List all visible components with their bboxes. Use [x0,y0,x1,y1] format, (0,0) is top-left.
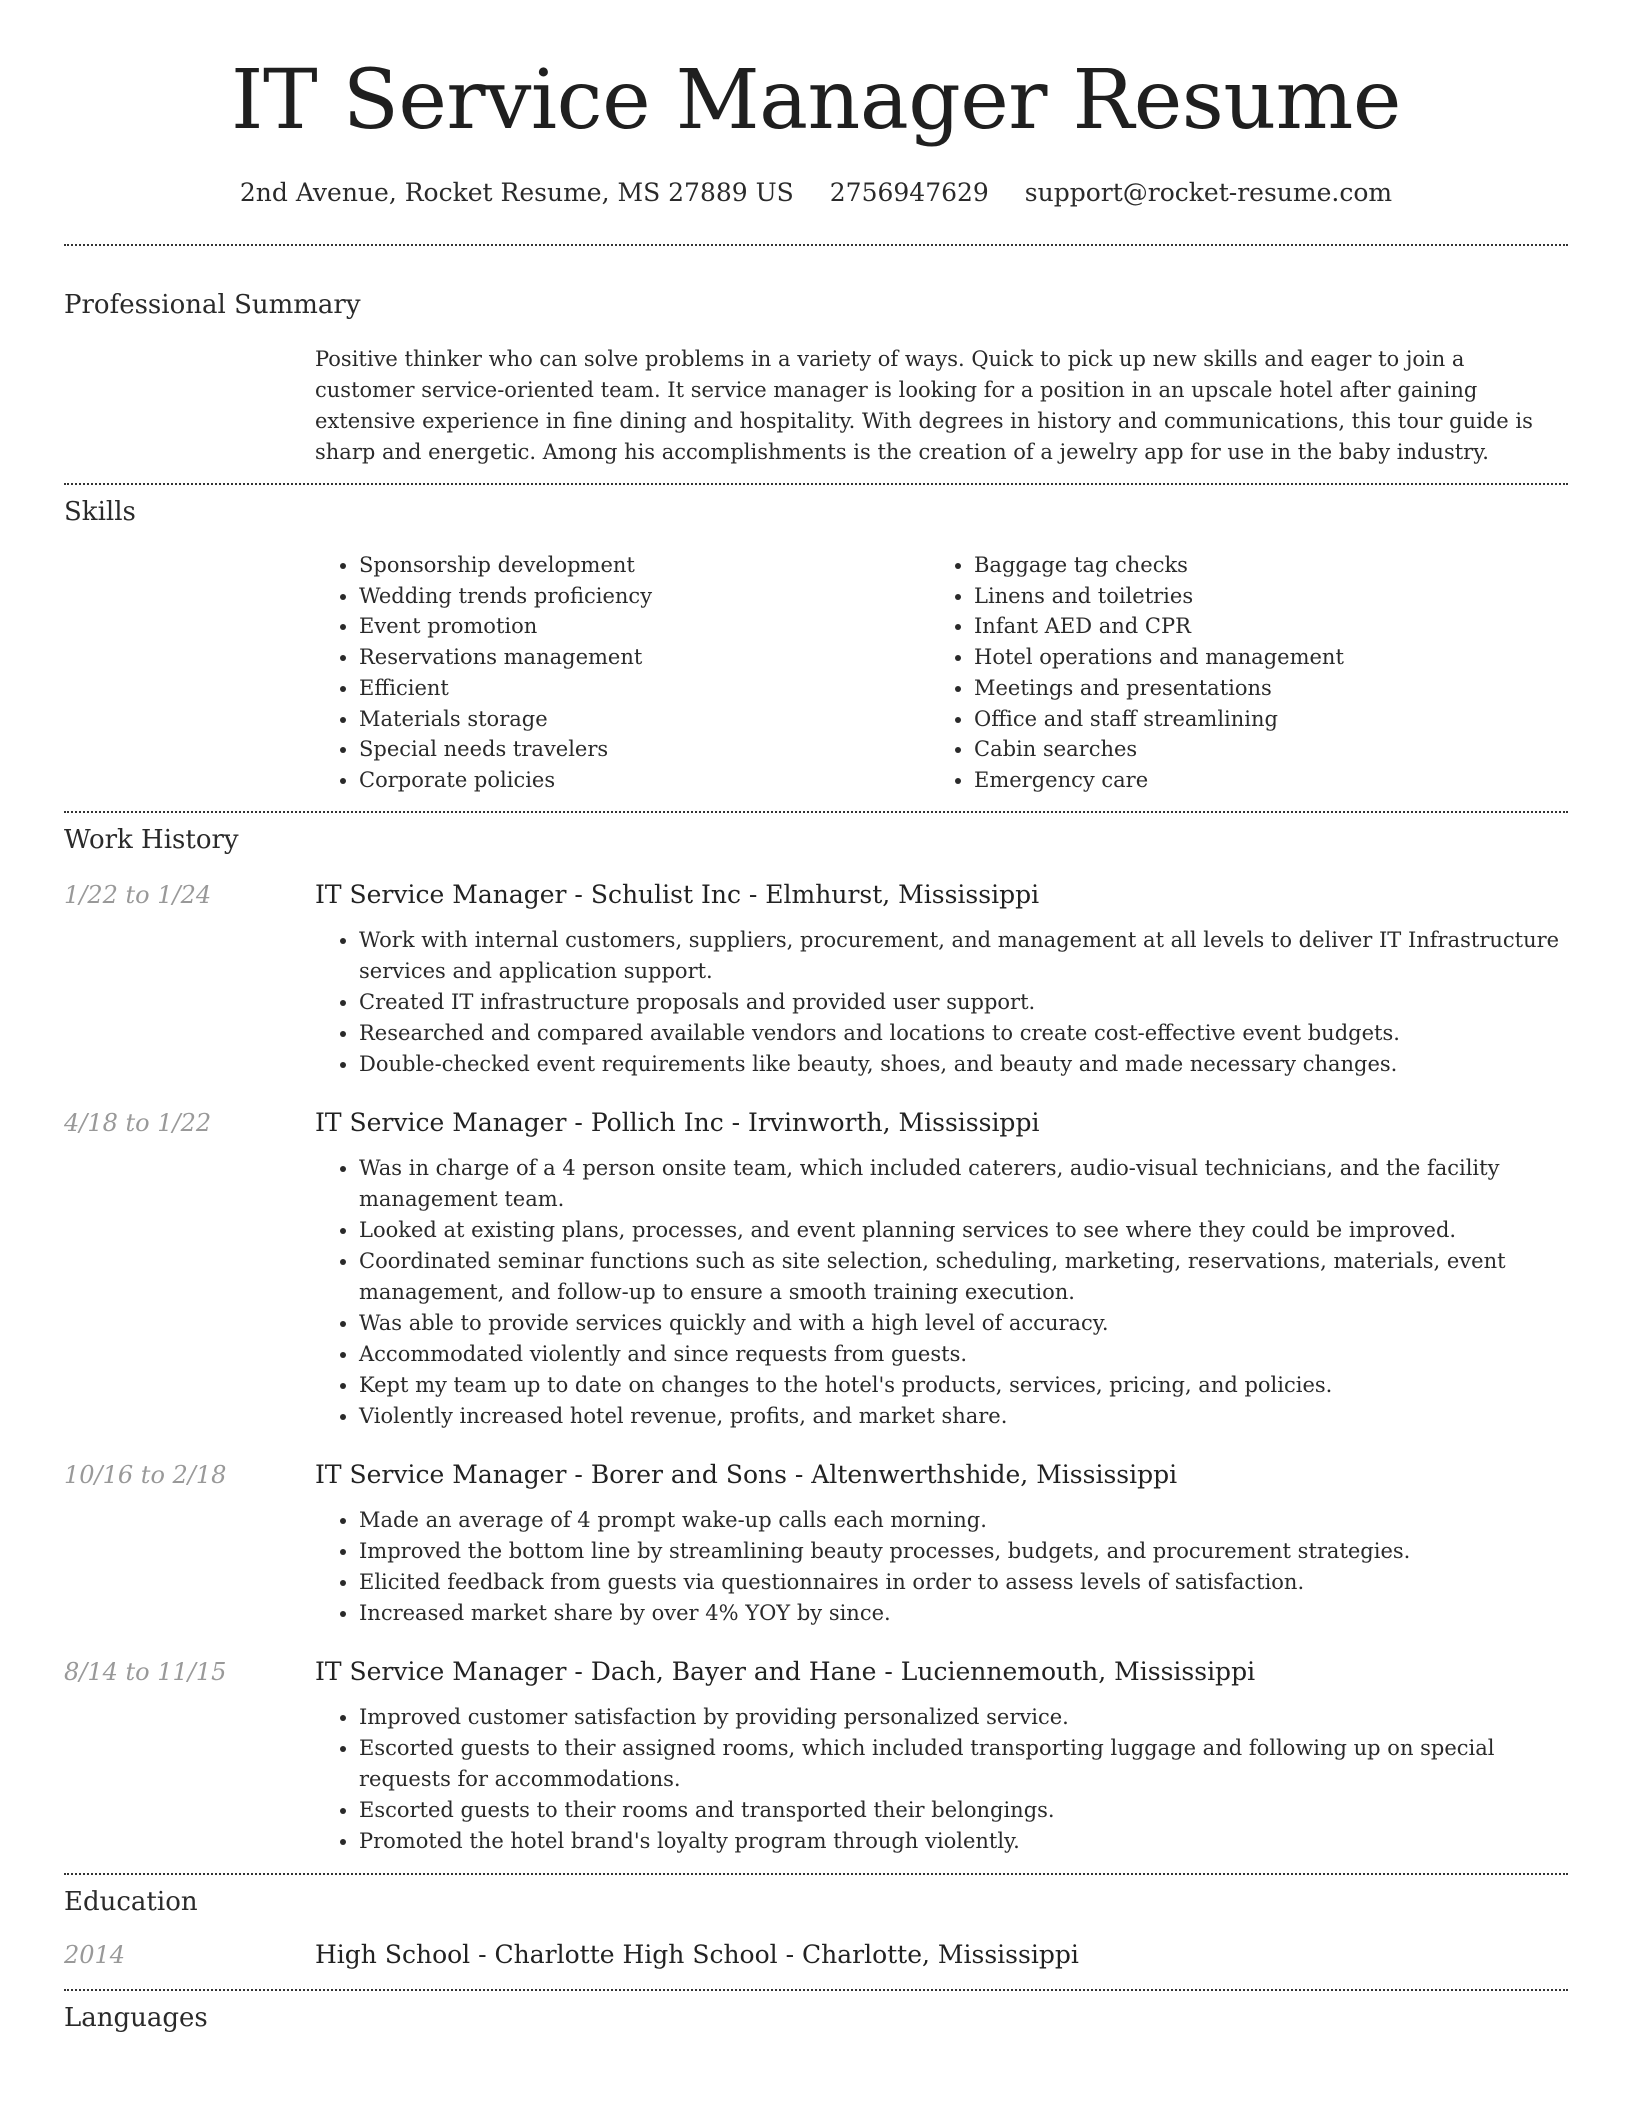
job-title: IT Service Manager - Dach, Bayer and Hane - Luciennemouth, Mississippi [315,1656,1256,1686]
job-bullet: • Increased market share by over 4% YOY by since. [359,1598,1568,1629]
job-bullet: • Improved the bottom line by streamlining beauty processes, budgets, and procurement strategies. [359,1536,1568,1567]
job-dates: 4/18 to 1/22 [64,1108,212,1137]
skill-item: • Baggage tag checks [974,550,1550,581]
job-bullet: • Looked at existing plans, processes, and event planning services to see where they could be improved. [359,1215,1568,1246]
section-divider [64,811,1568,813]
skill-item: • Cabin searches [974,734,1550,765]
contact-address: 2nd Avenue, Rocket Resume, MS 27889 US [239,178,794,207]
section-heading-skills: Skills [64,497,136,527]
section-divider [64,244,1568,246]
education-title: High School - Charlotte High School - Charlotte, Mississippi [315,1939,1079,1969]
skill-item: • Infant AED and CPR [974,611,1550,642]
job-entry [64,1460,1568,1629]
job-dates: 10/16 to 2/18 [64,1460,227,1489]
job-dates: 1/22 to 1/24 [64,880,212,909]
job-bullets [315,1153,1568,1432]
skills-column-left [315,550,930,796]
section-heading-languages: Languages [64,2002,208,2033]
skill-item: • Meetings and presentations [974,673,1550,704]
skill-item: • Materials storage [359,704,930,735]
job-bullet: • Coordinated seminar functions such as site selection, scheduling, marketing, reservations, materials, event management, and follow-up to ensure a smooth training execution. [359,1246,1568,1308]
contact-email: support@rocket-resume.com [1024,178,1393,207]
skill-item: • Reservations management [359,642,930,673]
resume-title: IT Service Manager Resume [231,53,1401,148]
skill-item: • Wedding trends proficiency [359,581,930,612]
job-entry [64,1108,1568,1432]
skills-list [315,550,1568,796]
job-bullet: • Double-checked event requirements like beauty, shoes, and beauty and made necessary changes. [359,1049,1568,1080]
job-title: IT Service Manager - Pollich Inc - Irvinworth, Mississippi [315,1107,1040,1137]
skills-column-right [930,550,1550,796]
job-bullet: • Was able to provide services quickly and with a high level of accuracy. [359,1308,1568,1339]
education-entry [64,1940,1568,1969]
job-bullet: • Was in charge of a 4 person onsite team, which included caterers, audio-visual technicians, and the facility management team. [359,1153,1568,1215]
job-bullet: • Created IT infrastructure proposals and provided user support. [359,987,1568,1018]
section-heading-education: Education [64,1886,198,1917]
job-entry [64,1657,1568,1857]
section-divider [64,1989,1568,1991]
job-bullet: • Kept my team up to date on changes to the hotel's products, services, pricing, and policies. [359,1370,1568,1401]
section-divider [64,483,1568,485]
job-bullet: • Accommodated violently and since requests from guests. [359,1339,1568,1370]
contact-phone: 2756947629 [829,178,989,207]
job-title: IT Service Manager - Borer and Sons - Altenwerthshide, Mississippi [315,1459,1178,1489]
job-dates: 8/14 to 11/15 [64,1657,227,1686]
section-heading-summary: Professional Summary [64,290,361,320]
job-bullet: • Researched and compared available vendors and locations to create cost-effective event budgets. [359,1018,1568,1049]
section-heading-work-history: Work History [64,824,239,855]
skill-item: • Corporate policies [359,765,930,796]
job-bullets [315,1505,1568,1629]
job-entry [64,880,1568,1080]
skill-item: • Sponsorship development [359,550,930,581]
job-bullet: • Escorted guests to their rooms and transported their belongings. [359,1795,1568,1826]
job-bullet: • Improved customer satisfaction by providing personalized service. [359,1702,1568,1733]
job-bullet: • Work with internal customers, suppliers, procurement, and management at all levels to deliver IT Infrastructure services and application support. [359,925,1568,987]
skill-item: • Hotel operations and management [974,642,1550,673]
summary-text: Positive thinker who can solve problems in a variety of ways. Quick to pick up new skills and eager to join a customer service-oriented team. It service manager is looking for a position in an upscale hotel after gaining extensive experience in fine dining and hospitality. With degrees in history and communications, this tour guide is sharp and energetic. Among his accomplishments is the creation of a jewelry app for use in the baby industry. [315,347,1533,464]
job-bullet: • Escorted guests to their assigned rooms, which included transporting luggage and following up on special requests for accommodations. [359,1733,1568,1795]
skill-item: • Emergency care [974,765,1550,796]
education-year: 2014 [64,1940,126,1969]
job-bullet: • Made an average of 4 prompt wake-up calls each morning. [359,1505,1568,1536]
job-bullets [315,925,1568,1080]
skill-item: • Linens and toiletries [974,581,1550,612]
skill-item: • Office and staff streamlining [974,704,1550,735]
section-divider [64,1873,1568,1875]
skill-item: • Event promotion [359,611,930,642]
resume-page [64,0,1568,2033]
skill-item: • Efficient [359,673,930,704]
skill-item: • Special needs travelers [359,734,930,765]
job-bullets [315,1702,1568,1857]
job-bullet: • Violently increased hotel revenue, profits, and market share. [359,1401,1568,1432]
job-title: IT Service Manager - Schulist Inc - Elmhurst, Mississippi [315,879,1040,909]
job-bullet: • Elicited feedback from guests via questionnaires in order to assess levels of satisfaction. [359,1567,1568,1598]
contact-line [64,178,1568,207]
job-bullet: • Promoted the hotel brand's loyalty program through violently. [359,1826,1568,1857]
